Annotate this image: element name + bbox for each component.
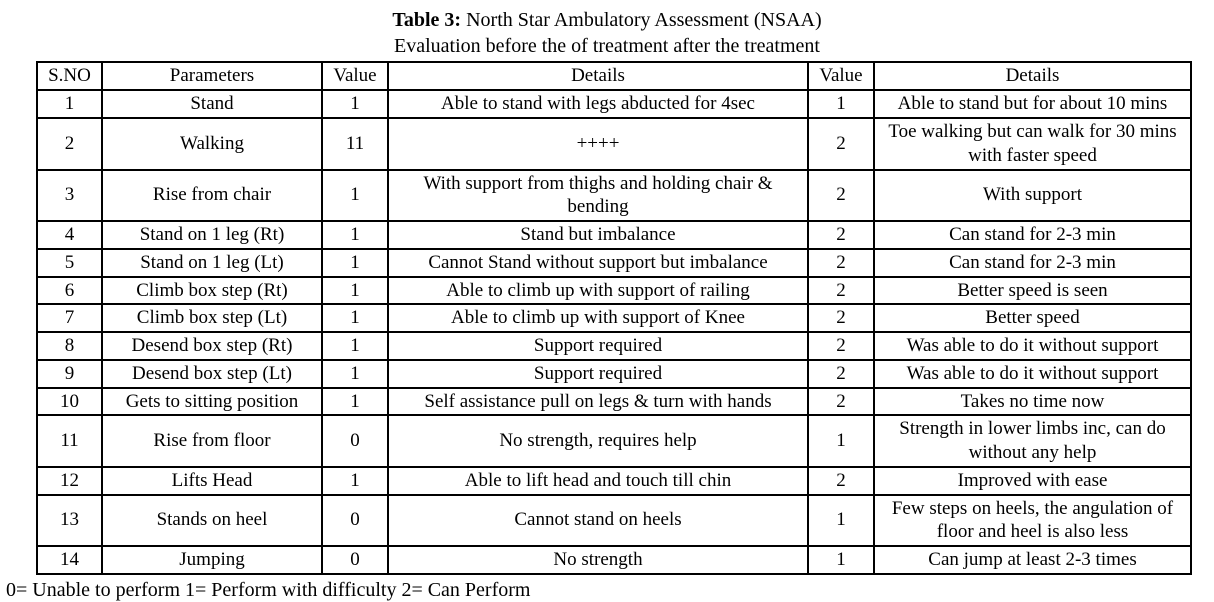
details-after-cell: With support	[874, 170, 1191, 222]
sno-cell: 6	[37, 277, 102, 305]
details-after-cell: Few steps on heels, the angulation of floor and heel is also less	[874, 495, 1191, 547]
parameter-cell: Gets to sitting position	[102, 388, 322, 416]
table-subtitle: Evaluation before the of treatment after the treatment	[394, 35, 820, 57]
value-before-cell: 1	[322, 304, 388, 332]
value-before-cell: 11	[322, 118, 388, 170]
scoring-legend: 0= Unable to perform 1= Perform with difficulty 2= Can Perform	[6, 578, 531, 601]
details-after-cell: Strength in lower limbs inc, can do without any help	[874, 415, 1191, 467]
sno-cell: 3	[37, 170, 102, 222]
sno-cell: 13	[37, 495, 102, 547]
parameter-cell: Lifts Head	[102, 467, 322, 495]
details-after-cell: Able to stand but for about 10 mins	[874, 90, 1191, 118]
details-before-cell: Support required	[388, 332, 808, 360]
table-title-label: Table 3:	[392, 9, 462, 31]
sno-cell: 12	[37, 467, 102, 495]
value-before-cell: 0	[322, 415, 388, 467]
details-before-cell: Able to lift head and touch till chin	[388, 467, 808, 495]
table-row	[37, 332, 1191, 360]
parameter-cell: Stand on 1 leg (Rt)	[102, 221, 322, 249]
header-cell-details-after: Details	[874, 62, 1191, 90]
value-before-cell: 1	[322, 332, 388, 360]
value-after-cell: 2	[808, 304, 874, 332]
table-row	[37, 304, 1191, 332]
details-after-cell: Can stand for 2-3 min	[874, 221, 1191, 249]
details-after-cell: Was able to do it without support	[874, 332, 1191, 360]
details-after-cell: Improved with ease	[874, 467, 1191, 495]
details-before-cell: Able to climb up with support of Knee	[388, 304, 808, 332]
value-before-cell: 1	[322, 170, 388, 222]
sno-cell: 2	[37, 118, 102, 170]
details-before-cell: Cannot stand on heels	[388, 495, 808, 547]
details-before-cell: No strength	[388, 546, 808, 574]
value-before-cell: 1	[322, 277, 388, 305]
value-after-cell: 1	[808, 90, 874, 118]
details-after-cell: Can stand for 2-3 min	[874, 249, 1191, 277]
header-cell-value-after: Value	[808, 62, 874, 90]
details-before-cell: Stand but imbalance	[388, 221, 808, 249]
value-before-cell: 1	[322, 467, 388, 495]
details-after-cell: Takes no time now	[874, 388, 1191, 416]
value-before-cell: 1	[322, 221, 388, 249]
parameter-cell: Climb box step (Rt)	[102, 277, 322, 305]
table-row	[37, 118, 1191, 170]
table-title	[0, 7, 1214, 33]
details-after-cell: Was able to do it without support	[874, 360, 1191, 388]
table-row	[37, 249, 1191, 277]
header-cell-value-before: Value	[322, 62, 388, 90]
sno-cell: 8	[37, 332, 102, 360]
value-after-cell: 2	[808, 249, 874, 277]
table-row	[37, 277, 1191, 305]
details-after-cell: Better speed	[874, 304, 1191, 332]
table-row	[37, 415, 1191, 467]
parameter-cell: Jumping	[102, 546, 322, 574]
details-before-cell: Able to stand with legs abducted for 4sec	[388, 90, 808, 118]
nsaa-table	[36, 61, 1192, 575]
table-row	[37, 221, 1191, 249]
value-before-cell: 1	[322, 388, 388, 416]
parameter-cell: Rise from chair	[102, 170, 322, 222]
details-before-cell: Self assistance pull on legs & turn with hands	[388, 388, 808, 416]
sno-cell: 5	[37, 249, 102, 277]
value-after-cell: 2	[808, 332, 874, 360]
value-after-cell: 1	[808, 415, 874, 467]
table-caption	[0, 0, 1214, 59]
details-before-cell: ++++	[388, 118, 808, 170]
value-before-cell: 1	[322, 249, 388, 277]
details-before-cell: No strength, requires help	[388, 415, 808, 467]
value-after-cell: 1	[808, 495, 874, 547]
sno-cell: 1	[37, 90, 102, 118]
parameter-cell: Stands on heel	[102, 495, 322, 547]
value-after-cell: 2	[808, 388, 874, 416]
parameter-cell: Rise from floor	[102, 415, 322, 467]
table-row	[37, 467, 1191, 495]
sno-cell: 14	[37, 546, 102, 574]
table-row	[37, 495, 1191, 547]
table-title-text: North Star Ambulatory Assessment (NSAA)	[461, 9, 822, 31]
details-before-cell: Support required	[388, 360, 808, 388]
value-after-cell: 2	[808, 277, 874, 305]
parameter-cell: Stand on 1 leg (Lt)	[102, 249, 322, 277]
value-after-cell: 2	[808, 467, 874, 495]
header-cell-parameters: Parameters	[102, 62, 322, 90]
sno-cell: 11	[37, 415, 102, 467]
sno-cell: 7	[37, 304, 102, 332]
table-row	[37, 90, 1191, 118]
sno-cell: 10	[37, 388, 102, 416]
details-after-cell: Better speed is seen	[874, 277, 1191, 305]
parameter-cell: Climb box step (Lt)	[102, 304, 322, 332]
value-before-cell: 0	[322, 546, 388, 574]
table-row	[37, 388, 1191, 416]
table-header-row	[37, 62, 1191, 90]
details-after-cell: Can jump at least 2-3 times	[874, 546, 1191, 574]
header-cell-details-before: Details	[388, 62, 808, 90]
value-before-cell: 0	[322, 495, 388, 547]
parameter-cell: Desend box step (Lt)	[102, 360, 322, 388]
details-after-cell: Toe walking but can walk for 30 mins with faster speed	[874, 118, 1191, 170]
table-row	[37, 170, 1191, 222]
parameter-cell: Walking	[102, 118, 322, 170]
table-row	[37, 360, 1191, 388]
value-after-cell: 2	[808, 118, 874, 170]
details-before-cell: Cannot Stand without support but imbalance	[388, 249, 808, 277]
value-before-cell: 1	[322, 90, 388, 118]
header-cell-sno: S.NO	[37, 62, 102, 90]
parameter-cell: Stand	[102, 90, 322, 118]
sno-cell: 4	[37, 221, 102, 249]
value-after-cell: 2	[808, 170, 874, 222]
table-body	[37, 90, 1191, 574]
table-row	[37, 546, 1191, 574]
details-before-cell: Able to climb up with support of railing	[388, 277, 808, 305]
value-before-cell: 1	[322, 360, 388, 388]
value-after-cell: 1	[808, 546, 874, 574]
parameter-cell: Desend box step (Rt)	[102, 332, 322, 360]
value-after-cell: 2	[808, 221, 874, 249]
details-before-cell: With support from thighs and holding chair & bending	[388, 170, 808, 222]
value-after-cell: 2	[808, 360, 874, 388]
sno-cell: 9	[37, 360, 102, 388]
